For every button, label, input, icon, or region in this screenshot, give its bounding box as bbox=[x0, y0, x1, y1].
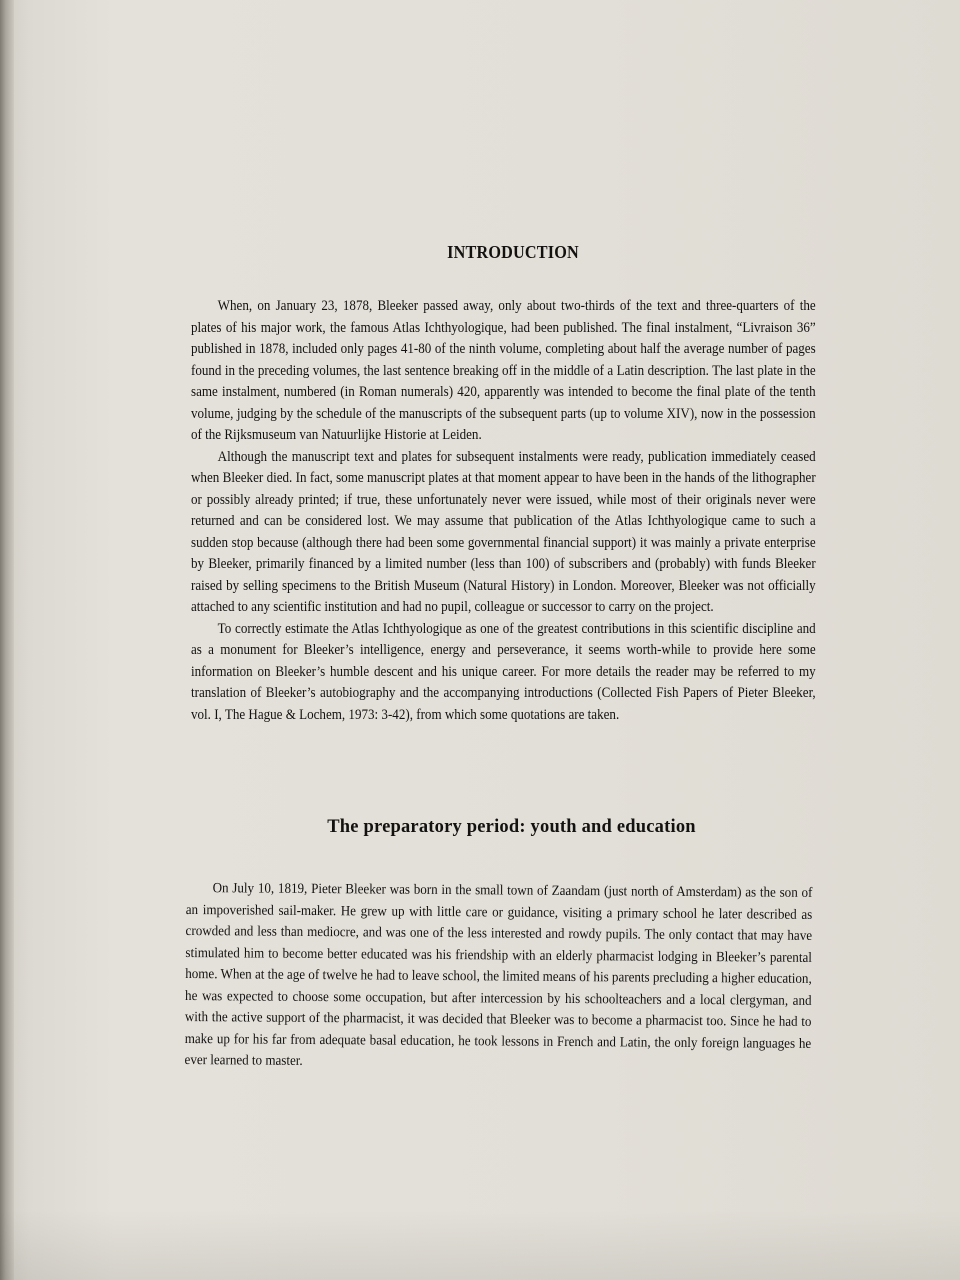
youth-education-text bbox=[184, 878, 811, 1076]
introduction-text bbox=[191, 296, 816, 726]
youth-education-paragraph-1 bbox=[184, 878, 812, 1076]
introduction-paragraph-2 bbox=[191, 447, 816, 619]
page-shadow bbox=[0, 1210, 960, 1280]
paragraph-text: On July 10, 1819, Pieter Bleeker was born in the small town of Zaandam (just north of Amsterdam) as the son of an impoverished sail-maker. He grew up with little care or guidance, visiting a primary school he later described as crowded and less than mediocre, and was one of the less interested and rowdy pupils. The only contact that may have stimulated him to become better educated was his friendship with an elderly pharmacist lodging in Bleeker’s parental home. When at the age of twelve he had to leave school, the limited means of his parents precluding a higher education, he was expected to choose some occupation, but after intercession by his schoolteachers and a local clergyman, and with the active support of the pharmacist, it was decided that Bleeker was to become a pharmacist too. Since he had to make up for his far from adequate basal education, he took lessons in French and Latin, the only foreign languages he ever learned to master. bbox=[184, 880, 813, 1069]
section-heading-youth-education: The preparatory period: youth and education bbox=[327, 817, 696, 837]
paragraph-text: Although the manuscript text and plates for subsequent instalments were ready, publication immediately ceased when Bleeker died. In fact, some manuscript plates at that moment appear to have been in the hands of the lithographer or possibly already printed; if true, these unfortunately never were issued, while most of their originals never were returned and can be considered lost. We may assume that publication of the Atlas Ichthyologique came to such a sudden stop because (although there had been some governmental financial support) it was mainly a private enterprise by Bleeker, primarily financed by a limited number (less than 100) of subscribers and (probably) with funds Bleeker raised by selling specimens to the British Museum (Natural History) in London. Moreover, Bleeker was not officially attached to any scientific institution and had no pupil, colleague or successor to carry on the project. bbox=[191, 448, 816, 615]
page-edge bbox=[0, 0, 14, 1280]
introduction-paragraph-1 bbox=[191, 296, 816, 447]
paragraph-text: When, on January 23, 1878, Bleeker passed away, only about two-thirds of the text and three-quarters of the plates of his major work, the famous Atlas Ichthyologique, had been published. The final instalment, “Livraison 36” published in 1878, included only pages 41-80 of the ninth volume, completing about half the average number of pages found in the preceding volumes, the last sentence breaking off in the middle of a Latin description. The last plate in the same instalment, numbered (in Roman numerals) 420, apparently was intended to become the final plate of the tenth volume, judging by the schedule of the manuscripts of the subsequent parts (up to volume XIV), now in the possession of the Rijksmuseum van Natuurlijke Historie at Leiden. bbox=[191, 298, 816, 443]
paragraph-text: To correctly estimate the Atlas Ichthyologique as one of the greatest contributions in this scientific discipline and as a monument for Bleeker’s intelligence, energy and perseverance, it seems worth-while to provide here some information on Bleeker’s humble descent and his unique career. For more details the reader may be referred to my translation of Bleeker’s autobiography and the accompanying introductions (Collected Fish Papers of Pieter Bleeker, vol. I, The Hague & Lochem, 1973: 3-42), from which some quotations are taken. bbox=[191, 620, 816, 723]
introduction-paragraph-3 bbox=[191, 619, 816, 727]
introduction-heading: INTRODUCTION bbox=[447, 242, 579, 262]
